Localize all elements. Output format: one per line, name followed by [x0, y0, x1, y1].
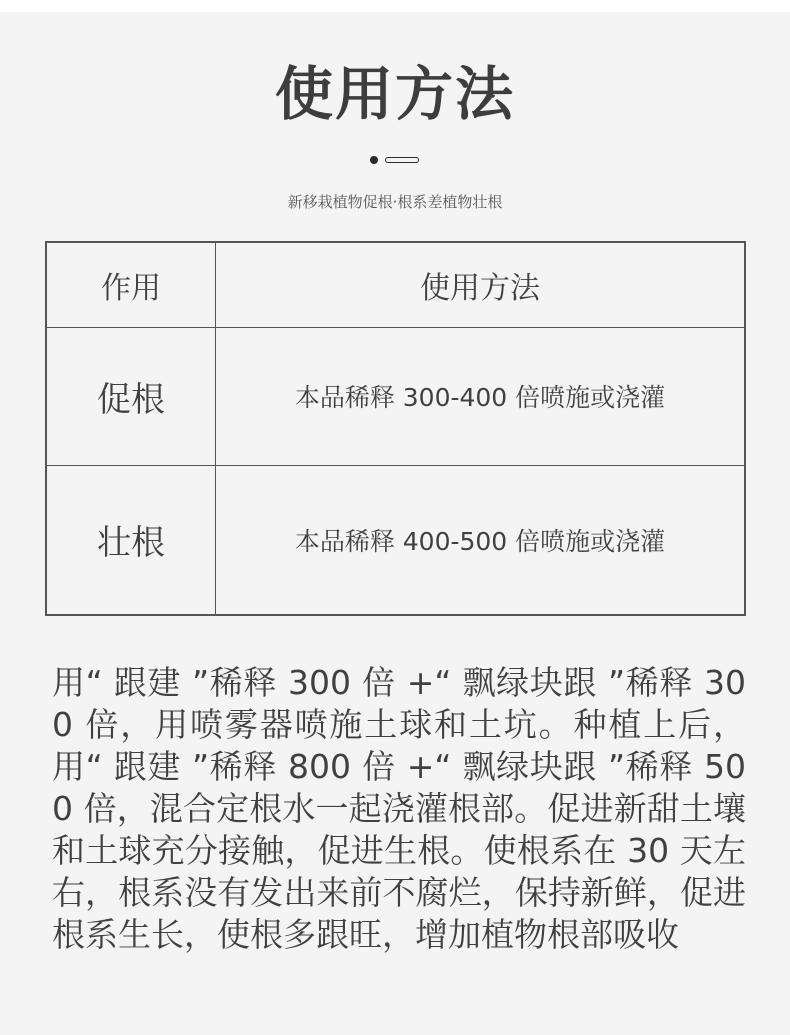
cell-method: 本品稀释 300-400 倍喷施或浇灌	[216, 327, 746, 465]
header-effect: 作用	[46, 242, 216, 327]
table-header-row	[46, 242, 745, 327]
table-row	[46, 327, 745, 465]
page-title: 使用方法	[274, 60, 515, 128]
usage-table	[45, 241, 746, 616]
cell-effect: 促根	[46, 327, 216, 465]
title-divider	[369, 155, 421, 165]
cell-effect: 壮根	[46, 465, 216, 615]
page-subtitle: 新移栽植物促根·根系差植物壮根	[287, 193, 503, 211]
divider-dot-icon	[370, 156, 378, 164]
divider-bar-icon	[385, 157, 419, 163]
header-method: 使用方法	[216, 242, 746, 327]
table-row	[46, 465, 745, 615]
usage-description: 用“ 跟建 ”稀释 300 倍 +“ 飘绿块跟 ”稀释 300 倍，用喷雾器喷施土球和土坑。种植上后，用“ 跟建 ”稀释 800 倍 +“ 飘绿块跟 ”稀释 500 倍，混合定根水一起浇灌根部。促进新甜土壤和土球充分接触，促进生根。使根系在 30 天左右，根系没有发出来前不腐烂，保持新鲜，促进根系生长，使根多跟旺，增加植物根部吸收	[52, 663, 746, 954]
cell-method: 本品稀释 400-500 倍喷施或浇灌	[216, 465, 746, 615]
